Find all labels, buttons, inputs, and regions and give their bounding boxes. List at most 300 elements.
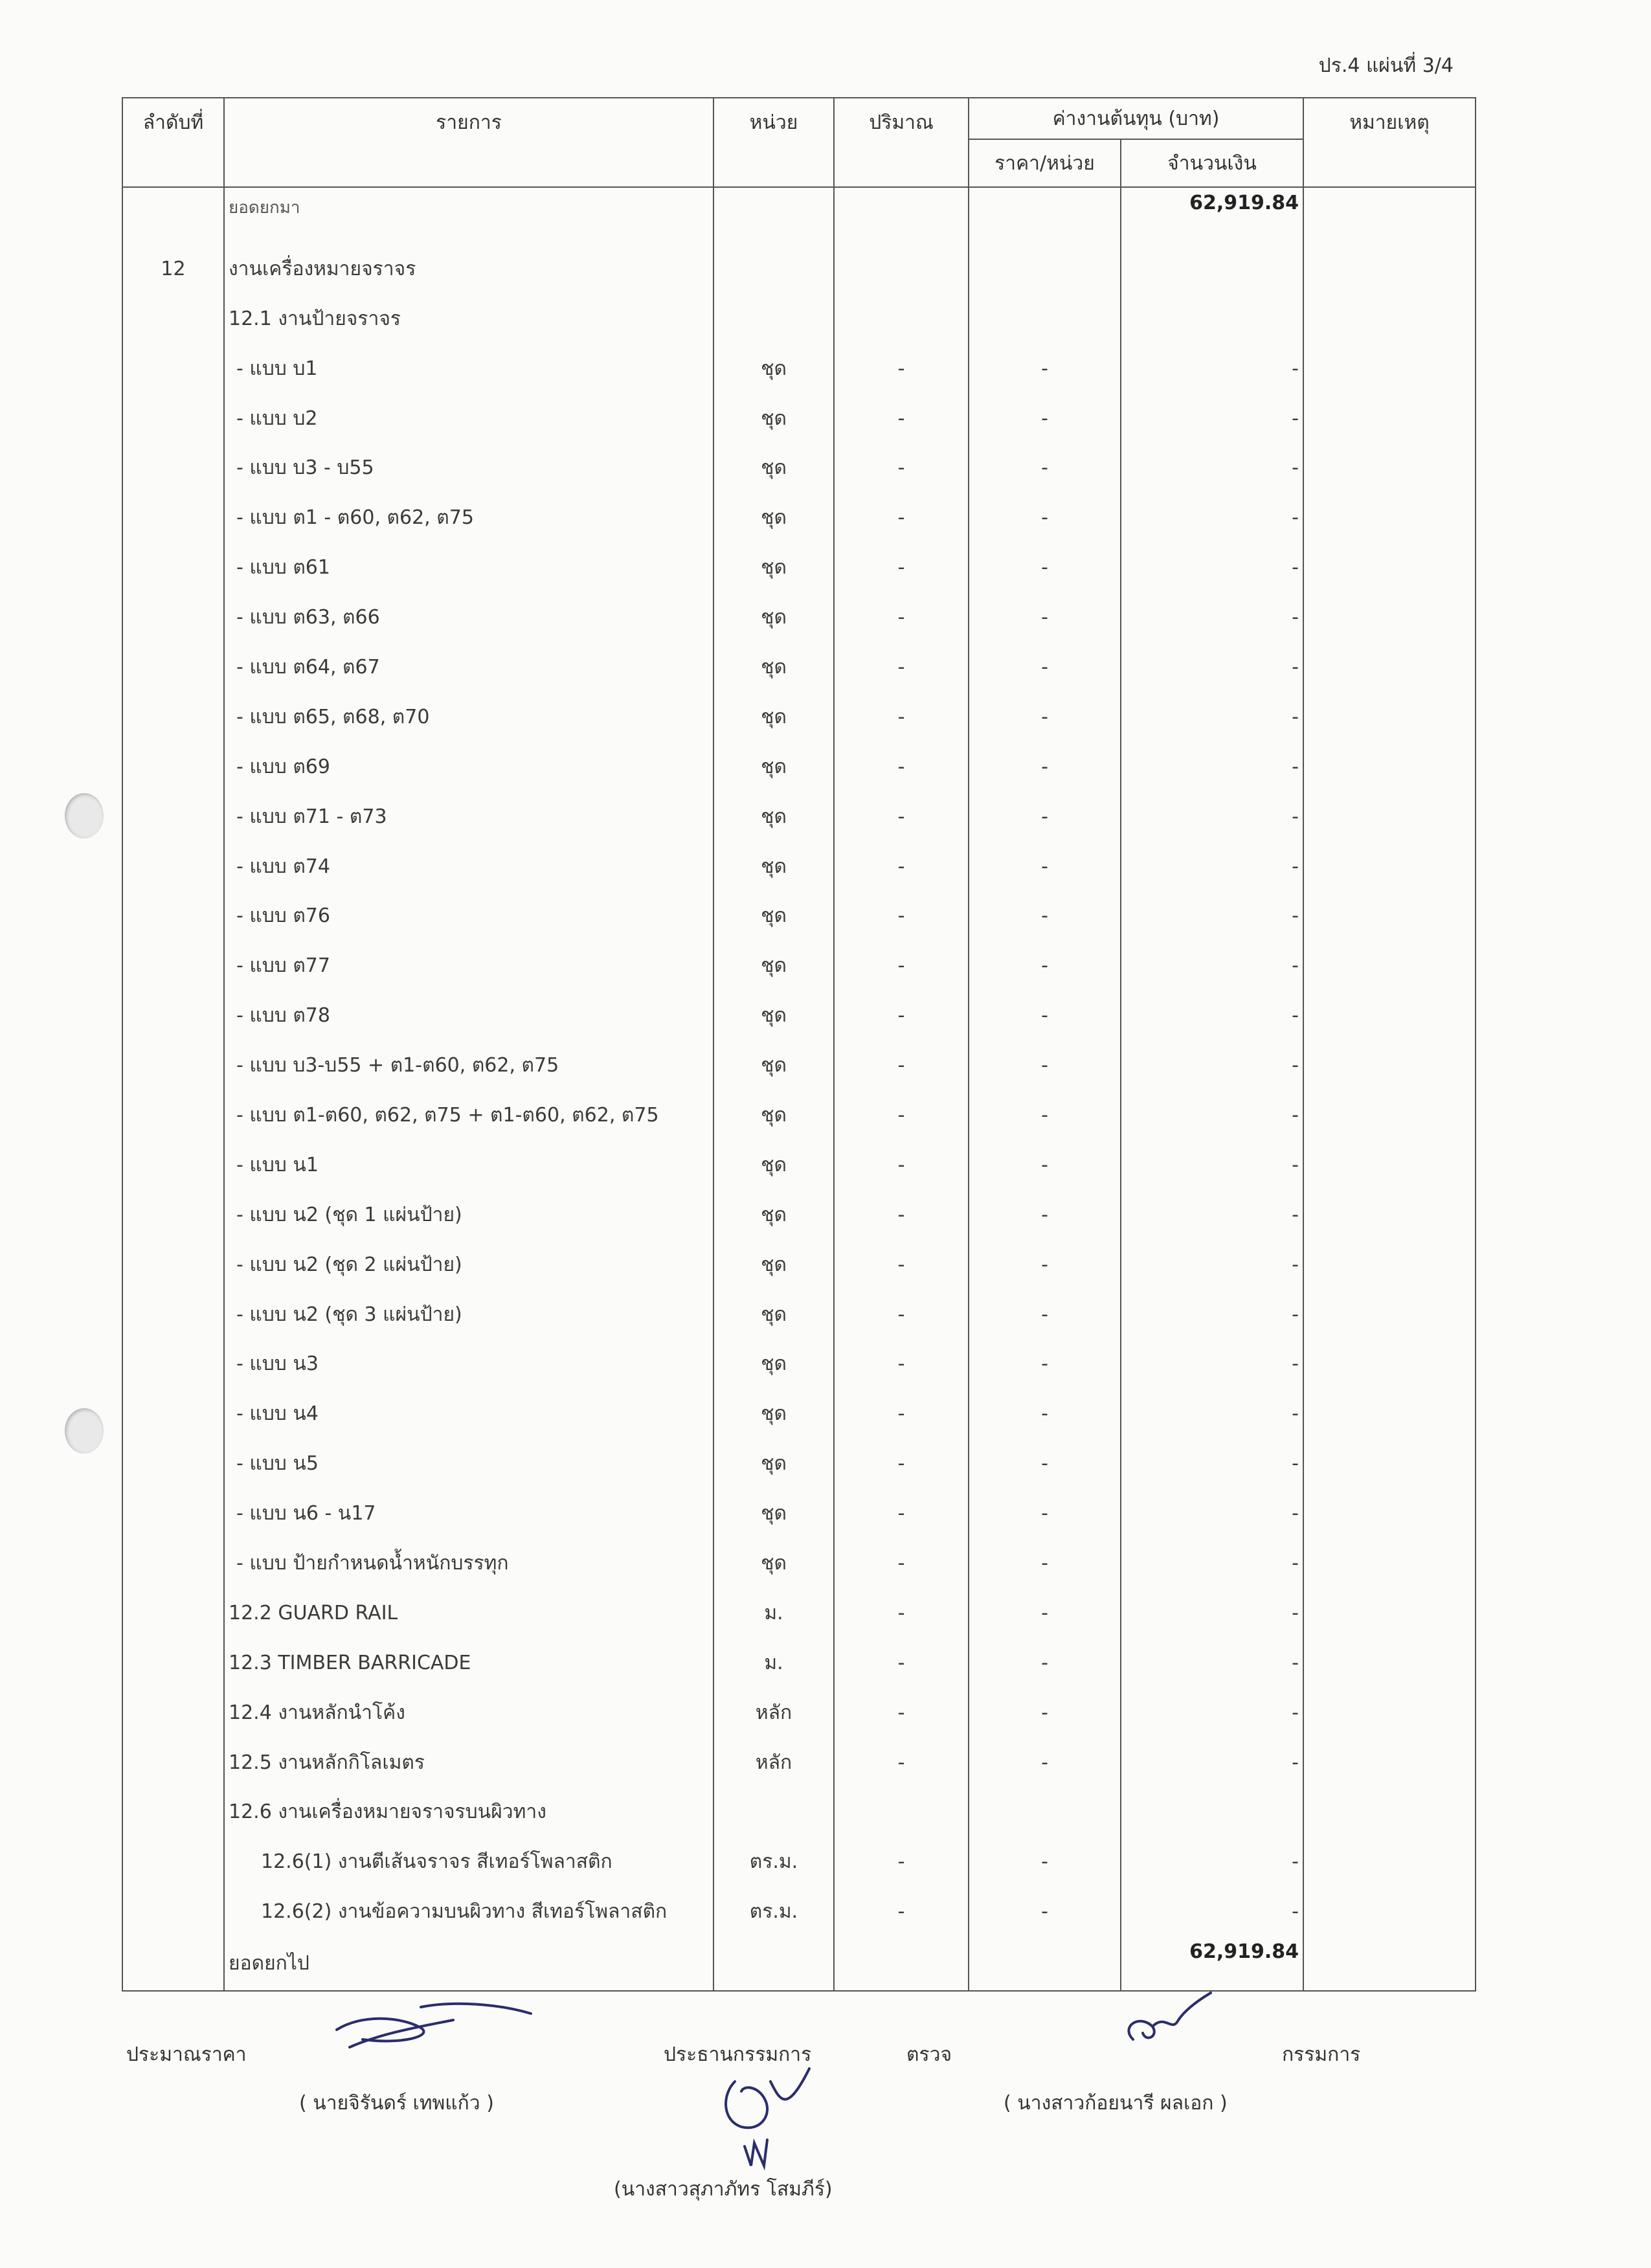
row-unit — [713, 1937, 834, 1991]
row-no — [122, 1738, 224, 1788]
row-quantity: - — [834, 1190, 969, 1240]
row-quantity: - — [834, 344, 969, 394]
table-row — [122, 592, 1476, 642]
row-amount — [1121, 1788, 1303, 1837]
row-unit-price: - — [969, 1837, 1121, 1887]
row-no — [122, 1290, 224, 1340]
row-unit-price: - — [969, 1688, 1121, 1738]
row-unit: ชุด — [713, 742, 834, 792]
row-unit-price: - — [969, 792, 1121, 842]
row-quantity: - — [834, 1488, 969, 1538]
row-quantity: - — [834, 1588, 969, 1638]
row-amount: - — [1121, 344, 1303, 394]
row-no — [122, 1488, 224, 1538]
row-description: - แบบ น5 — [224, 1439, 713, 1488]
row-description: ยอดยกไป — [224, 1937, 713, 1991]
table-row — [122, 443, 1476, 493]
estimator-name: ( นายจิรันดร์ เทพแก้ว ) — [299, 2092, 494, 2115]
row-remark — [1303, 1738, 1476, 1788]
row-unit-price — [969, 294, 1121, 344]
row-quantity: - — [834, 1090, 969, 1140]
row-amount: - — [1121, 941, 1303, 991]
row-remark — [1303, 1638, 1476, 1688]
row-unit: ชุด — [713, 642, 834, 692]
row-description: - แบบ น6 - น17 — [224, 1488, 713, 1538]
row-unit: หลัก — [713, 1738, 834, 1788]
estimator-role: ประมาณราคา — [126, 2043, 247, 2066]
row-unit-price — [969, 244, 1121, 294]
row-remark — [1303, 1488, 1476, 1538]
row-amount: - — [1121, 1240, 1303, 1290]
row-description: - แบบ น1 — [224, 1140, 713, 1190]
row-remark — [1303, 1538, 1476, 1588]
header-cost-group: ค่างานต้นทุน (บาท) — [969, 98, 1303, 139]
row-remark — [1303, 592, 1476, 642]
row-remark — [1303, 1439, 1476, 1488]
row-description: - แบบ ต78 — [224, 991, 713, 1040]
row-unit-price: - — [969, 493, 1121, 543]
row-remark — [1303, 294, 1476, 344]
row-quantity — [834, 294, 969, 344]
row-unit: ชุด — [713, 443, 834, 493]
row-no — [122, 891, 224, 941]
table-row — [122, 1538, 1476, 1588]
row-unit-price — [969, 1937, 1121, 1991]
row-unit: ชุด — [713, 1090, 834, 1140]
row-unit-price: - — [969, 1240, 1121, 1290]
row-unit: ชุด — [713, 1389, 834, 1439]
row-amount: - — [1121, 1488, 1303, 1538]
row-quantity: - — [834, 1887, 969, 1937]
row-quantity — [834, 187, 969, 244]
row-no — [122, 1588, 224, 1638]
row-unit: ตร.ม. — [713, 1887, 834, 1937]
row-amount: - — [1121, 1339, 1303, 1389]
row-unit: ชุด — [713, 891, 834, 941]
row-no — [122, 842, 224, 892]
member-role: กรรมการ — [1282, 2043, 1361, 2066]
row-amount: - — [1121, 1538, 1303, 1588]
table-row — [122, 1290, 1476, 1340]
table-row — [122, 742, 1476, 792]
row-amount: - — [1121, 1638, 1303, 1688]
row-no — [122, 1190, 224, 1240]
row-unit: ชุด — [713, 1140, 834, 1190]
row-unit: หลัก — [713, 1688, 834, 1738]
row-description: 12.6 งานเครื่องหมายจราจรบนผิวทาง — [224, 1788, 713, 1837]
row-amount: - — [1121, 592, 1303, 642]
row-description: - แบบ น3 — [224, 1339, 713, 1389]
row-unit-price: - — [969, 742, 1121, 792]
row-remark — [1303, 642, 1476, 692]
row-unit: ชุด — [713, 1538, 834, 1588]
row-quantity: - — [834, 1389, 969, 1439]
row-unit-price: - — [969, 1588, 1121, 1638]
row-amount: - — [1121, 443, 1303, 493]
row-amount: - — [1121, 742, 1303, 792]
row-unit: ชุด — [713, 1190, 834, 1240]
table-row — [122, 1190, 1476, 1240]
table-row — [122, 941, 1476, 991]
punch-hole-bottom — [65, 1408, 104, 1454]
table-row — [122, 991, 1476, 1040]
row-remark — [1303, 1937, 1476, 1991]
row-amount: - — [1121, 394, 1303, 443]
row-description: - แบบ ต1-ต60, ต62, ต75 + ต1-ต60, ต62, ต75 — [224, 1090, 713, 1140]
row-description: ยอดยกมา — [224, 187, 713, 244]
row-remark — [1303, 344, 1476, 394]
row-unit: ชุด — [713, 394, 834, 443]
row-no — [122, 1937, 224, 1991]
row-no — [122, 1090, 224, 1140]
row-quantity: - — [834, 792, 969, 842]
row-description: - แบบ ต61 — [224, 543, 713, 592]
row-quantity: - — [834, 991, 969, 1040]
row-amount: - — [1121, 1040, 1303, 1090]
table-row — [122, 792, 1476, 842]
row-remark — [1303, 742, 1476, 792]
table-row — [122, 244, 1476, 294]
row-no — [122, 1439, 224, 1488]
table-row — [122, 891, 1476, 941]
row-no — [122, 543, 224, 592]
row-no — [122, 1040, 224, 1090]
row-description: - แบบ ต65, ต68, ต70 — [224, 692, 713, 742]
row-no — [122, 692, 224, 742]
table-row — [122, 692, 1476, 742]
row-unit — [713, 187, 834, 244]
row-remark — [1303, 991, 1476, 1040]
row-quantity: - — [834, 642, 969, 692]
row-remark — [1303, 1389, 1476, 1439]
row-quantity: - — [834, 543, 969, 592]
row-unit-price: - — [969, 941, 1121, 991]
table-row — [122, 1040, 1476, 1090]
row-no — [122, 1240, 224, 1290]
row-remark — [1303, 1040, 1476, 1090]
row-description: - แบบ น4 — [224, 1389, 713, 1439]
row-description: 12.6(2) งานข้อความบนผิวทาง สีเทอร์โพลาสติก — [224, 1887, 713, 1937]
table-row — [122, 1588, 1476, 1638]
row-unit: ชุด — [713, 592, 834, 642]
punch-hole-top — [65, 793, 104, 838]
cost-estimate-table — [122, 97, 1476, 1992]
row-quantity: - — [834, 1040, 969, 1090]
member-signature — [1114, 1988, 1217, 2059]
header-description: รายการ — [224, 98, 713, 187]
row-description: - แบบ ต74 — [224, 842, 713, 892]
row-amount: - — [1121, 1439, 1303, 1488]
table-row — [122, 1738, 1476, 1788]
table-row — [122, 344, 1476, 394]
row-quantity: - — [834, 1339, 969, 1389]
row-quantity: - — [834, 592, 969, 642]
row-description: 12.5 งานหลักกิโลเมตร — [224, 1738, 713, 1788]
row-remark — [1303, 842, 1476, 892]
row-remark — [1303, 891, 1476, 941]
row-quantity: - — [834, 891, 969, 941]
row-amount: 62,919.84 — [1121, 187, 1303, 244]
row-no — [122, 1837, 224, 1887]
row-unit: ชุด — [713, 991, 834, 1040]
row-unit-price — [969, 187, 1121, 244]
header-amount: จำนวนเงิน — [1121, 139, 1303, 187]
row-no — [122, 1638, 224, 1688]
row-unit: ชุด — [713, 792, 834, 842]
row-no: 12 — [122, 244, 224, 294]
row-description: 12.2 GUARD RAIL — [224, 1588, 713, 1638]
chair-signature — [715, 2062, 832, 2172]
table-row — [122, 842, 1476, 892]
row-quantity: - — [834, 493, 969, 543]
row-unit: ชุด — [713, 1488, 834, 1538]
row-remark — [1303, 1190, 1476, 1240]
row-unit-price: - — [969, 344, 1121, 394]
row-unit-price: - — [969, 891, 1121, 941]
row-unit: ม. — [713, 1638, 834, 1688]
row-quantity: - — [834, 692, 969, 742]
table-row — [122, 1140, 1476, 1190]
table-row — [122, 394, 1476, 443]
chair-name: (นางสาวสุภาภัทร โสมภีร์) — [614, 2178, 833, 2201]
row-description: - แบบ บ1 — [224, 344, 713, 394]
row-no — [122, 443, 224, 493]
estimator-signature — [324, 1994, 537, 2065]
row-unit-price: - — [969, 842, 1121, 892]
row-remark — [1303, 1090, 1476, 1140]
row-description: - แบบ ป้ายกำหนดน้ำหนักบรรทุก — [224, 1538, 713, 1588]
row-remark — [1303, 1887, 1476, 1937]
row-description: - แบบ น2 (ชุด 3 แผ่นป้าย) — [224, 1290, 713, 1340]
row-unit-price: - — [969, 1439, 1121, 1488]
row-amount: - — [1121, 1688, 1303, 1738]
table-row — [122, 1937, 1476, 1991]
row-remark — [1303, 1688, 1476, 1738]
row-remark — [1303, 1588, 1476, 1638]
table-row — [122, 1638, 1476, 1688]
table-row — [122, 1788, 1476, 1837]
row-unit — [713, 294, 834, 344]
row-description: 12.6(1) งานตีเส้นจราจร สีเทอร์โพลาสติก — [224, 1837, 713, 1887]
table-row — [122, 1339, 1476, 1389]
row-quantity: - — [834, 842, 969, 892]
row-amount: - — [1121, 493, 1303, 543]
table-row — [122, 1389, 1476, 1439]
row-unit-price: - — [969, 1290, 1121, 1340]
table-row — [122, 1688, 1476, 1738]
table-row — [122, 642, 1476, 692]
row-amount: - — [1121, 842, 1303, 892]
row-description: 12.4 งานหลักนำโค้ง — [224, 1688, 713, 1738]
header-no: ลำดับที่ — [122, 98, 224, 187]
row-unit-price: - — [969, 1488, 1121, 1538]
row-description: - แบบ บ2 — [224, 394, 713, 443]
row-description: - แบบ ต76 — [224, 891, 713, 941]
row-unit-price: - — [969, 991, 1121, 1040]
row-quantity: - — [834, 1738, 969, 1788]
row-unit-price: - — [969, 1638, 1121, 1688]
row-no — [122, 642, 224, 692]
row-unit: ชุด — [713, 1439, 834, 1488]
row-unit — [713, 244, 834, 294]
row-remark — [1303, 543, 1476, 592]
member-name: ( นางสาวก้อยนารี ผลเอก ) — [1004, 2092, 1228, 2115]
table-row — [122, 1090, 1476, 1140]
table-row — [122, 1240, 1476, 1290]
header-quantity: ปริมาณ — [834, 98, 969, 187]
row-no — [122, 1339, 224, 1389]
row-remark — [1303, 1240, 1476, 1290]
row-description: - แบบ ต77 — [224, 941, 713, 991]
row-unit: ชุด — [713, 941, 834, 991]
row-amount: - — [1121, 891, 1303, 941]
row-unit-price — [969, 1788, 1121, 1837]
row-no — [122, 1887, 224, 1937]
row-description: - แบบ น2 (ชุด 1 แผ่นป้าย) — [224, 1190, 713, 1240]
row-remark — [1303, 692, 1476, 742]
row-no — [122, 1688, 224, 1738]
row-quantity: - — [834, 1538, 969, 1588]
row-remark — [1303, 1339, 1476, 1389]
row-description: - แบบ บ3-บ55 + ต1-ต60, ต62, ต75 — [224, 1040, 713, 1090]
row-amount — [1121, 244, 1303, 294]
row-unit-price: - — [969, 394, 1121, 443]
table-row — [122, 1837, 1476, 1887]
row-unit-price: - — [969, 1040, 1121, 1090]
row-unit: ชุด — [713, 1339, 834, 1389]
row-unit: ชุด — [713, 842, 834, 892]
row-unit-price: - — [969, 692, 1121, 742]
row-amount: - — [1121, 1738, 1303, 1788]
row-amount: - — [1121, 543, 1303, 592]
row-description: - แบบ ต1 - ต60, ต62, ต75 — [224, 493, 713, 543]
row-amount: - — [1121, 1887, 1303, 1937]
row-unit-price: - — [969, 642, 1121, 692]
row-unit-price: - — [969, 443, 1121, 493]
header-remark: หมายเหตุ — [1303, 98, 1476, 187]
row-amount: - — [1121, 1837, 1303, 1887]
row-amount: - — [1121, 692, 1303, 742]
row-amount: - — [1121, 1190, 1303, 1240]
row-amount: - — [1121, 1090, 1303, 1140]
row-remark — [1303, 443, 1476, 493]
row-description: - แบบ บ3 - บ55 — [224, 443, 713, 493]
row-description: 12.3 TIMBER BARRICADE — [224, 1638, 713, 1688]
row-unit-price: - — [969, 592, 1121, 642]
row-description: 12.1 งานป้ายจราจร — [224, 294, 713, 344]
table-row — [122, 493, 1476, 543]
row-no — [122, 294, 224, 344]
row-unit: ชุด — [713, 1240, 834, 1290]
row-quantity: - — [834, 1688, 969, 1738]
table-row — [122, 1439, 1476, 1488]
row-unit-price: - — [969, 1738, 1121, 1788]
row-remark — [1303, 394, 1476, 443]
header-unit-price: ราคา/หน่วย — [969, 139, 1121, 187]
row-remark — [1303, 1788, 1476, 1837]
row-unit: ตร.ม. — [713, 1837, 834, 1887]
row-quantity: - — [834, 1140, 969, 1190]
row-unit-price: - — [969, 1090, 1121, 1140]
row-remark — [1303, 493, 1476, 543]
row-description: - แบบ ต63, ต66 — [224, 592, 713, 642]
row-no — [122, 1140, 224, 1190]
row-remark — [1303, 187, 1476, 244]
check-label: ตรวจ — [906, 2043, 952, 2066]
row-unit: ชุด — [713, 543, 834, 592]
row-no — [122, 592, 224, 642]
row-amount: - — [1121, 1290, 1303, 1340]
row-quantity: - — [834, 1837, 969, 1887]
row-unit-price: - — [969, 1339, 1121, 1389]
row-remark — [1303, 941, 1476, 991]
row-amount: - — [1121, 792, 1303, 842]
table-row — [122, 543, 1476, 592]
row-unit: ชุด — [713, 1290, 834, 1340]
chair-role: ประธานกรรมการ — [664, 2043, 812, 2066]
row-unit: ชุด — [713, 1040, 834, 1090]
row-unit — [713, 1788, 834, 1837]
row-quantity: - — [834, 1240, 969, 1290]
row-amount: - — [1121, 1140, 1303, 1190]
table-row — [122, 1887, 1476, 1937]
row-quantity: - — [834, 1439, 969, 1488]
row-amount: - — [1121, 991, 1303, 1040]
row-amount — [1121, 294, 1303, 344]
row-no — [122, 1538, 224, 1588]
row-unit-price: - — [969, 1538, 1121, 1588]
row-amount: - — [1121, 1389, 1303, 1439]
row-unit-price: - — [969, 543, 1121, 592]
row-remark — [1303, 1290, 1476, 1340]
row-quantity — [834, 1788, 969, 1837]
row-description: - แบบ ต64, ต67 — [224, 642, 713, 692]
header-unit: หน่วย — [713, 98, 834, 187]
row-unit-price: - — [969, 1190, 1121, 1240]
row-no — [122, 187, 224, 244]
row-description: - แบบ ต69 — [224, 742, 713, 792]
row-unit: ชุด — [713, 344, 834, 394]
row-quantity: - — [834, 1638, 969, 1688]
row-no — [122, 991, 224, 1040]
row-amount: - — [1121, 642, 1303, 692]
row-unit: ม. — [713, 1588, 834, 1638]
row-quantity: - — [834, 443, 969, 493]
row-quantity: - — [834, 1290, 969, 1340]
row-remark — [1303, 1140, 1476, 1190]
row-no — [122, 493, 224, 543]
row-no — [122, 1788, 224, 1837]
table-row — [122, 187, 1476, 244]
row-quantity: - — [834, 394, 969, 443]
row-remark — [1303, 244, 1476, 294]
row-no — [122, 394, 224, 443]
row-no — [122, 792, 224, 842]
table-row — [122, 1488, 1476, 1538]
row-amount: - — [1121, 1588, 1303, 1638]
row-unit-price: - — [969, 1140, 1121, 1190]
row-remark — [1303, 792, 1476, 842]
row-no — [122, 344, 224, 394]
row-description: - แบบ น2 (ชุด 2 แผ่นป้าย) — [224, 1240, 713, 1290]
row-unit: ชุด — [713, 692, 834, 742]
row-description: งานเครื่องหมายจราจร — [224, 244, 713, 294]
row-quantity — [834, 1937, 969, 1991]
row-no — [122, 742, 224, 792]
row-unit: ชุด — [713, 493, 834, 543]
table-row — [122, 294, 1476, 344]
row-no — [122, 1389, 224, 1439]
